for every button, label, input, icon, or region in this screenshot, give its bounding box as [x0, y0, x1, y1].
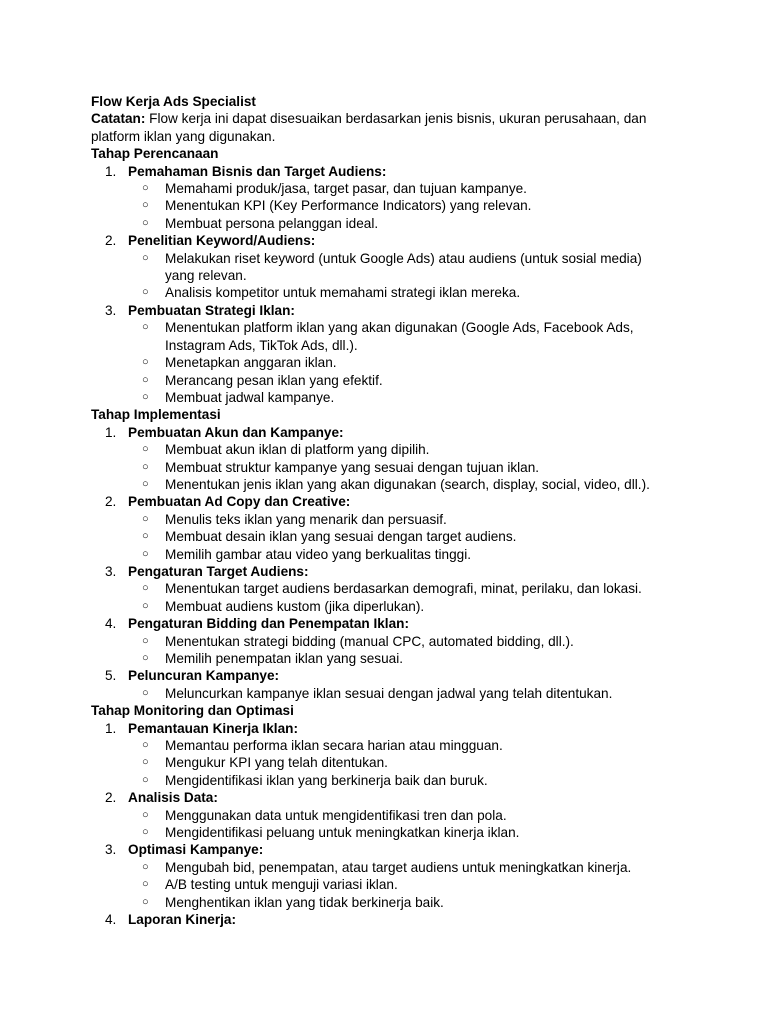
- bullet-text: Membuat akun iklan di platform yang dipilih.: [165, 442, 430, 458]
- step-list: [91, 424, 668, 703]
- circle-bullet-icon: ○: [142, 895, 149, 908]
- bullet-item: [128, 546, 668, 563]
- step-title: Analisis Data:: [128, 790, 218, 806]
- bullet-text: Mengidentifikasi iklan yang berkinerja baik dan buruk.: [165, 772, 488, 788]
- bullet-item: [128, 650, 668, 667]
- step-item: [91, 163, 668, 233]
- circle-bullet-icon: ○: [142, 199, 149, 212]
- bullet-item: [128, 459, 668, 476]
- bullet-list: [128, 859, 668, 911]
- step-number: 1.: [105, 720, 117, 736]
- circle-bullet-icon: ○: [142, 443, 149, 456]
- bullet-list: [128, 807, 668, 842]
- bullet-text: Menentukan strategi bidding (manual CPC, automated bidding, dll.).: [165, 633, 574, 649]
- bullet-text: Membuat desain iklan yang sesuai dengan target audiens.: [165, 529, 517, 545]
- circle-bullet-icon: ○: [142, 286, 149, 299]
- step-number: 3.: [105, 563, 117, 579]
- step-title: Pemantauan Kinerja Iklan:: [128, 720, 298, 736]
- bullet-list: [128, 580, 668, 615]
- circle-bullet-icon: ○: [142, 826, 149, 839]
- step-title: Optimasi Kampanye:: [128, 842, 264, 858]
- circle-bullet-icon: ○: [142, 460, 149, 473]
- step-title: Pemahaman Bisnis dan Target Audiens:: [128, 163, 387, 179]
- bullet-item: [128, 215, 668, 232]
- bullet-text: Menulis teks iklan yang menarik dan persuasif.: [165, 511, 447, 527]
- document-title: Flow Kerja Ads Specialist: [91, 94, 256, 109]
- circle-bullet-icon: ○: [142, 773, 149, 786]
- circle-bullet-icon: ○: [142, 582, 149, 595]
- step-title: Pengaturan Target Audiens:: [128, 563, 309, 579]
- bullet-item: [128, 180, 668, 197]
- bullet-item: [128, 284, 668, 301]
- bullet-list: [128, 441, 668, 493]
- circle-bullet-icon: ○: [142, 373, 149, 386]
- bullet-text: Menentukan jenis iklan yang akan digunakan (search, display, social, video, dll.).: [165, 476, 650, 492]
- step-title: Peluncuran Kampanye:: [128, 668, 280, 684]
- note-text: Flow kerja ini dapat disesuaikan berdasarkan jenis bisnis, ukuran perusahaan, dan platform iklan yang digunakan.: [91, 111, 647, 144]
- circle-bullet-icon: ○: [142, 530, 149, 543]
- step-number: 2.: [105, 790, 117, 806]
- bullet-item: [128, 354, 668, 371]
- bullet-item: [128, 737, 668, 754]
- step-list: [91, 163, 668, 407]
- step-title: Pengaturan Bidding dan Penempatan Iklan:: [128, 616, 409, 632]
- step-title: Pembuatan Akun dan Kampanye:: [128, 424, 344, 440]
- bullet-text: Membuat struktur kampanye yang sesuai dengan tujuan iklan.: [165, 459, 540, 475]
- step-item: [91, 911, 668, 928]
- circle-bullet-icon: ○: [142, 390, 149, 403]
- bullet-text: Memilih gambar atau video yang berkualitas tinggi.: [165, 546, 472, 562]
- bullet-list: [128, 633, 668, 668]
- bullet-list: [128, 737, 668, 789]
- bullet-item: [128, 197, 668, 214]
- bullet-item: [128, 772, 668, 789]
- bullet-item: [128, 754, 668, 771]
- circle-bullet-icon: ○: [142, 216, 149, 229]
- bullet-item: [128, 824, 668, 841]
- bullet-text: Meluncurkan kampanye iklan sesuai dengan jadwal yang telah ditentukan.: [165, 685, 613, 701]
- step-number: 3.: [105, 302, 117, 318]
- bullet-list: [128, 685, 668, 702]
- bullet-item: [128, 389, 668, 406]
- bullet-item: [128, 633, 668, 650]
- step-item: [91, 424, 668, 494]
- step-item: [91, 841, 668, 911]
- bullet-text: Membuat audiens kustom (jika diperlukan).: [165, 598, 425, 614]
- step-item: [91, 232, 668, 302]
- bullet-list: [128, 511, 668, 563]
- circle-bullet-icon: ○: [142, 860, 149, 873]
- section-title: Tahap Monitoring dan Optimasi: [91, 703, 294, 719]
- step-number: 3.: [105, 842, 117, 858]
- step-item: [91, 563, 668, 615]
- circle-bullet-icon: ○: [142, 739, 149, 752]
- bullet-text: A/B testing untuk menguji variasi iklan.: [165, 877, 398, 893]
- bullet-item: [128, 250, 668, 285]
- circle-bullet-icon: ○: [142, 512, 149, 525]
- bullet-text: Menggunakan data untuk mengidentifikasi tren dan pola.: [165, 807, 507, 823]
- note-paragraph: [91, 110, 668, 145]
- step-title: Pembuatan Ad Copy dan Creative:: [128, 494, 351, 510]
- bullet-text: Membuat persona pelanggan ideal.: [165, 215, 379, 231]
- circle-bullet-icon: ○: [142, 321, 149, 334]
- step-item: [91, 493, 668, 563]
- circle-bullet-icon: ○: [142, 547, 149, 560]
- bullet-text: Analisis kompetitor untuk memahami strategi iklan mereka.: [165, 285, 521, 301]
- bullet-text: Memahami produk/jasa, target pasar, dan tujuan kampanye.: [165, 181, 527, 197]
- bullet-text: Merancang pesan iklan yang efektif.: [165, 372, 383, 388]
- step-title: Pembuatan Strategi Iklan:: [128, 302, 295, 318]
- circle-bullet-icon: ○: [142, 878, 149, 891]
- step-item: [91, 302, 668, 406]
- bullet-text: Mengubah bid, penempatan, atau target audiens untuk meningkatkan kinerja.: [165, 859, 632, 875]
- bullet-item: [128, 528, 668, 545]
- bullet-text: Memilih penempatan iklan yang sesuai.: [165, 651, 404, 666]
- circle-bullet-icon: ○: [142, 599, 149, 612]
- bullet-list: [128, 250, 668, 302]
- circle-bullet-icon: ○: [142, 652, 149, 664]
- bullet-item: [128, 441, 668, 458]
- section-title: Tahap Perencanaan: [91, 146, 219, 162]
- circle-bullet-icon: ○: [142, 251, 149, 264]
- bullet-item: [128, 372, 668, 389]
- step-number: 4.: [105, 912, 117, 928]
- section-title: Tahap Implementasi: [91, 407, 221, 423]
- note-label: Catatan:: [91, 111, 146, 127]
- step-item: [91, 667, 668, 702]
- bullet-text: Memantau performa iklan secara harian atau mingguan.: [165, 738, 503, 754]
- bullet-item: [128, 511, 668, 528]
- step-number: 2.: [105, 494, 117, 510]
- bullet-text: Menentukan KPI (Key Performance Indicators) yang relevan.: [165, 198, 532, 214]
- circle-bullet-icon: ○: [142, 356, 149, 369]
- step-list: [91, 720, 668, 929]
- bullet-item: [128, 598, 668, 615]
- bullet-text: Menentukan platform iklan yang akan digunakan (Google Ads, Facebook Ads, Instagram Ads, TikTok Ads, dll.).: [165, 320, 634, 353]
- bullet-text: Membuat jadwal kampanye.: [165, 389, 335, 405]
- bullet-item: [128, 580, 668, 597]
- sections-container: [91, 145, 668, 928]
- bullet-item: [128, 319, 668, 354]
- circle-bullet-icon: ○: [142, 634, 149, 647]
- bullet-list: [128, 319, 668, 406]
- bullet-item: [128, 807, 668, 824]
- bullet-item: [128, 876, 668, 893]
- step-number: 5.: [105, 668, 117, 684]
- step-number: 1.: [105, 424, 117, 440]
- bullet-text: Mengidentifikasi peluang untuk meningkatkan kinerja iklan.: [165, 825, 520, 841]
- circle-bullet-icon: ○: [142, 477, 149, 490]
- step-item: [91, 615, 668, 667]
- bullet-text: Mengukur KPI yang telah ditentukan.: [165, 755, 388, 771]
- step-title: Laporan Kinerja:: [128, 912, 237, 928]
- step-item: [91, 720, 668, 790]
- bullet-item: [128, 685, 668, 702]
- step-title: Penelitian Keyword/Audiens:: [128, 233, 316, 249]
- bullet-text: Menentukan target audiens berdasarkan demografi, minat, perilaku, dan lokasi.: [165, 581, 642, 597]
- bullet-item: [128, 894, 668, 911]
- circle-bullet-icon: ○: [142, 182, 149, 195]
- circle-bullet-icon: ○: [142, 756, 149, 769]
- step-number: 4.: [105, 616, 117, 632]
- bullet-text: Menetapkan anggaran iklan.: [165, 355, 337, 371]
- step-item: [91, 789, 668, 841]
- bullet-item: [128, 859, 668, 876]
- bullet-item: [128, 476, 668, 493]
- bullet-text: Menghentikan iklan yang tidak berkinerja baik.: [165, 894, 444, 910]
- step-number: 1.: [105, 163, 117, 179]
- bullet-list: [128, 180, 668, 232]
- step-number: 2.: [105, 233, 117, 249]
- circle-bullet-icon: ○: [142, 686, 149, 699]
- circle-bullet-icon: ○: [142, 808, 149, 821]
- bullet-text: Melakukan riset keyword (untuk Google Ads) atau audiens (untuk sosial media) yang relevan.: [165, 250, 642, 284]
